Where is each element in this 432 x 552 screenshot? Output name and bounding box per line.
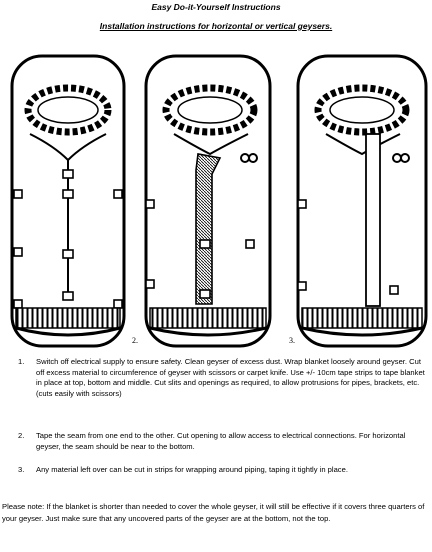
geyser-figure-1	[12, 56, 124, 346]
step-text: Tape the seam from one end to the other. Cut opening to allow access to electrical connections. For horizontal geyser, the seam should be near to the bottom.	[36, 431, 406, 451]
geyser-figure-3	[298, 56, 426, 346]
page-subtitle: Installation instructions for horizontal or vertical geysers.	[99, 21, 333, 31]
geyser-illustration	[0, 50, 432, 350]
figure-label-2: 2.	[132, 336, 138, 345]
step-text: Switch off electrical supply to ensure safety. Clean geyser of excess dust. Wrap blanket loosely around geyser. Cut off excess material to circumference of geyser with scissors or carpet knife. Use +/- 10cm tape strips to tape blanket in place at top, bottom and middle. Cut slits and openings as required, to allow protrusions for pipes, brackets, etc. (cuts easily with scissors)	[36, 357, 425, 398]
figure-label-3: 3.	[289, 336, 295, 345]
note-paragraph: Please note: If the blanket is shorter than needed to cover the whole geyser, it will still be effective if it covers three quarters of your geyser. Just make sure that any uncovered parts of the geyser are at the bottom, not the top.	[2, 502, 425, 523]
geyser-figure-2	[146, 56, 270, 346]
page-title: Easy Do-it-Yourself Instructions	[151, 2, 281, 12]
step-number: 2.	[18, 431, 25, 440]
step-text: Any material left over can be cut in strips for wrapping around piping, taping it tightly in place.	[36, 465, 348, 474]
step-number: 3.	[18, 465, 25, 474]
step-number: 1.	[18, 357, 25, 366]
